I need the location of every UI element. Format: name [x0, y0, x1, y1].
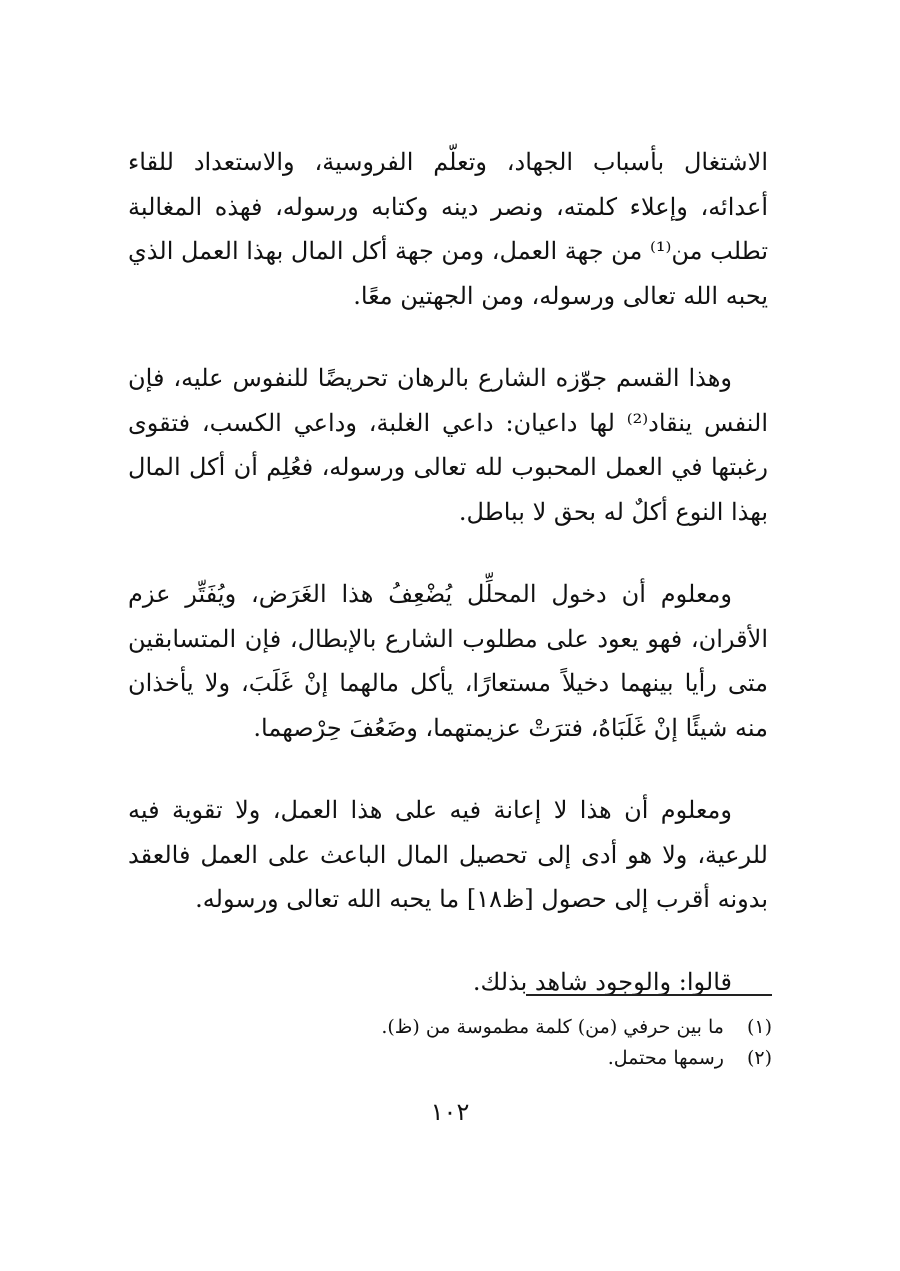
footnote-text: رسمها محتمل. — [607, 1047, 724, 1069]
paragraph-5: قالوا: والوجود شاهد بذلك. — [472, 967, 732, 996]
footnote-text: ما بين حرفي (من) كلمة مطموسة من (ظ). — [381, 1016, 724, 1038]
page-number: ١٠٢ — [430, 1098, 470, 1126]
paragraph-1: الاشتغال بأسباب الجهاد، وتعلّم الفروسية، والاستعداد للقاء أعدائه، وإعلاء كلمته، ونصر دينه وكتابه ورسوله، فهذه المغالبة تطلب من⁽¹⁾ من جهة العمل، ومن جهة أكل المال بهذا العمل الذي يحبه الله تعالى ورسوله، ومن الجهتين معًا. — [128, 148, 769, 310]
footnote-divider — [526, 994, 772, 996]
footnote-2 — [132, 1043, 772, 1074]
main-text — [128, 140, 768, 1004]
footnote-1 — [132, 1012, 772, 1043]
footnotes — [132, 1012, 772, 1074]
paragraph-2: وهذا القسم جوّزه الشارع بالرهان تحريضًا للنفوس عليه، فإن النفس ينقاد⁽²⁾ لها داعيان: داعي الغلبة، وداعي الكسب، فتقوى رغبتها في العمل المحبوب لله تعالى ورسوله، فعُلِم أن أكل المال بهذا النوع أكلٌ له بحق لا بباطل. — [128, 364, 768, 526]
paragraph-4: ومعلوم أن هذا لا إعانة فيه على هذا العمل، ولا تقوية فيه للرعية، ولا هو أدى إلى تحصيل المال الباعث على العمل فالعقد بدونه أقرب إلى حصول [ظ١٨] ما يحبه الله تعالى ورسوله. — [128, 796, 768, 913]
paragraph-3: ومعلوم أن دخول المحلِّل يُضْعِفُ هذا الغَرَض، ويُفَتِّر عزم الأقران، فهو يعود على مطلوب الشارع بالإبطال، فإن المتسابقين متى رأيا بينهما دخيلاً مستعارًا، يأكل مالهما إنْ غَلَبَ، ولا يأخذان منه شيئًا إنْ غَلَبَاهُ، فترَتْ عزيمتهما، وضَعُفَ حِرْصهما. — [128, 580, 768, 742]
footnote-marker: (١) — [746, 1016, 772, 1038]
footnote-marker: (٢) — [746, 1047, 772, 1069]
